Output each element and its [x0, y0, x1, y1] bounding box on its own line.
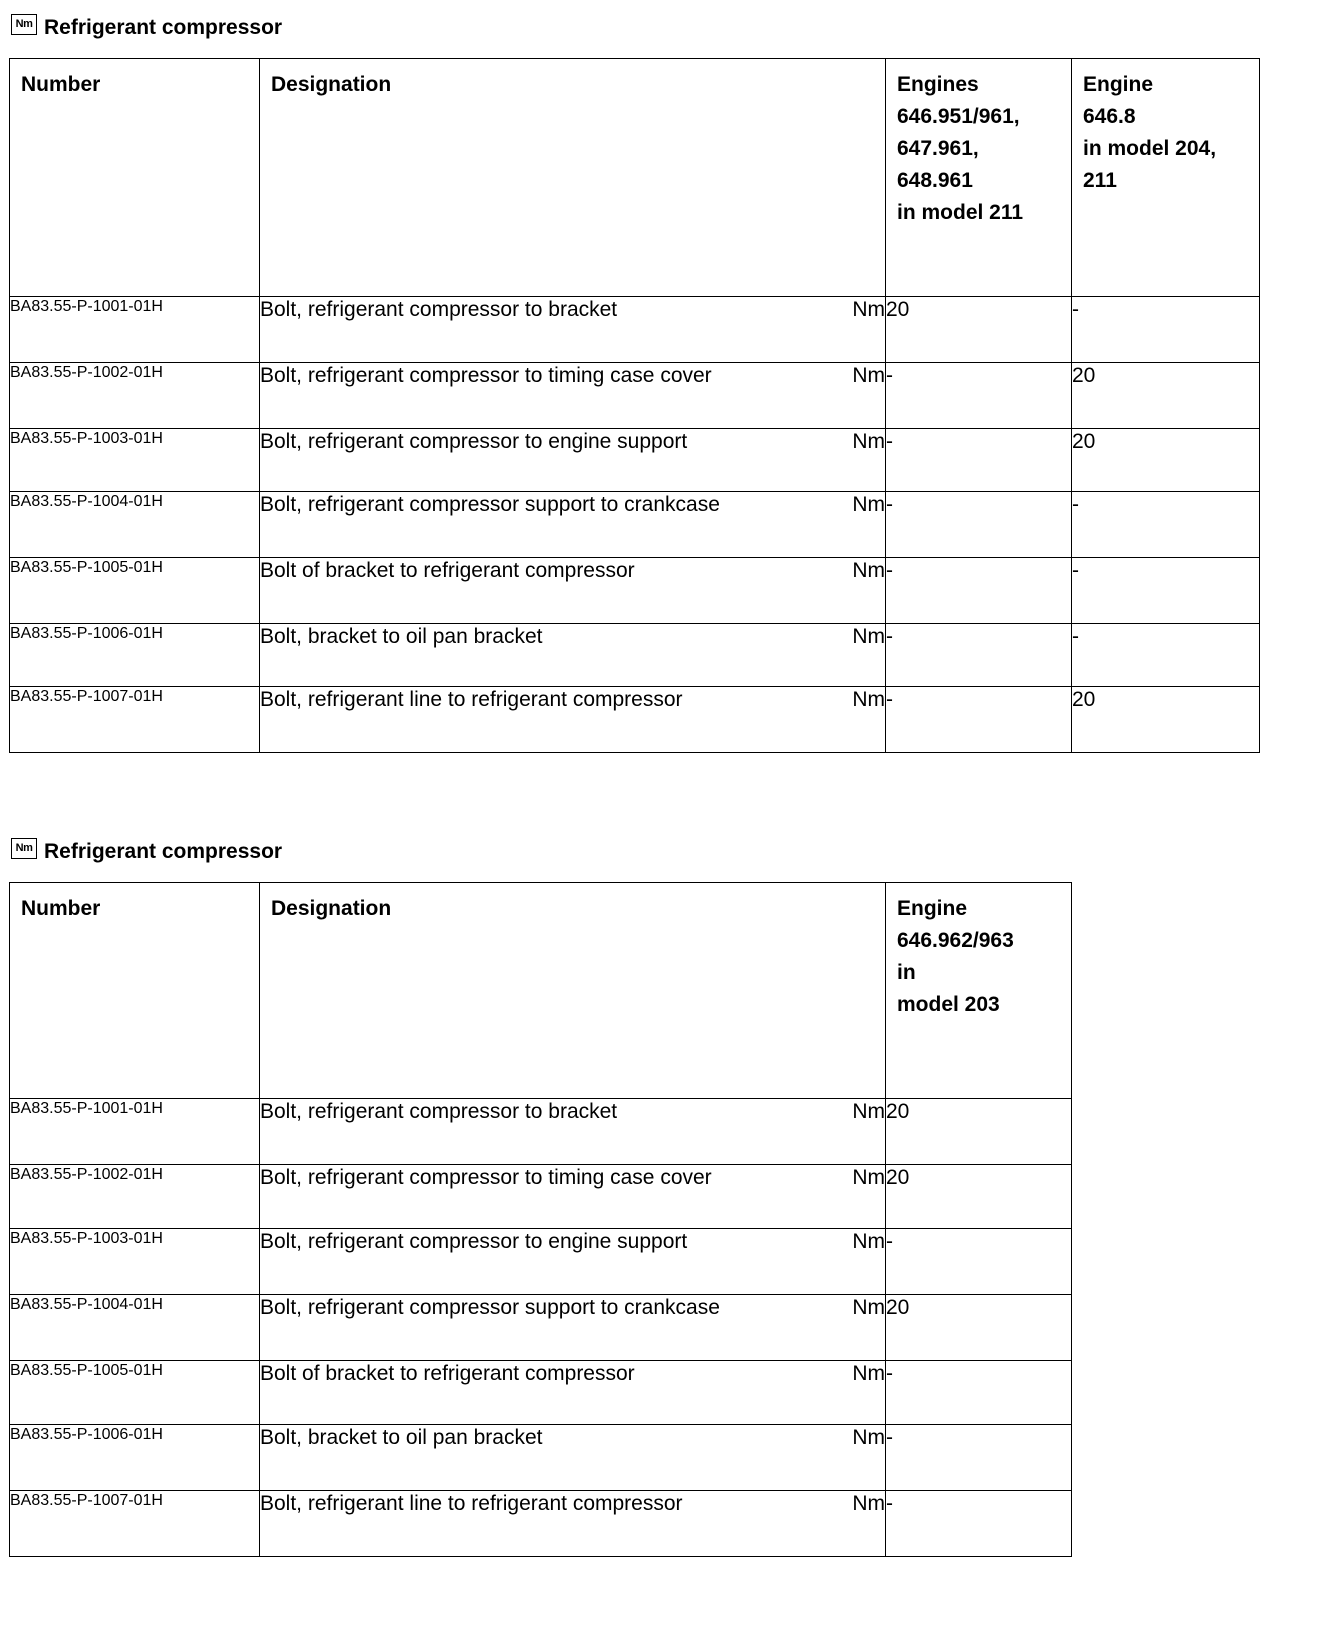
cell-value: - [886, 1491, 1072, 1557]
cell-designation [260, 492, 886, 558]
cell-designation [260, 624, 886, 687]
cell-value: 20 [886, 1099, 1072, 1165]
header-line: Engines [897, 73, 979, 96]
cell-number: BA83.55-P-1006-01H [10, 624, 260, 687]
section-1-title [11, 16, 282, 40]
cell-number: BA83.55-P-1004-01H [10, 1295, 260, 1361]
torque-table-2 [9, 882, 1072, 1557]
unit-label: Nm [852, 430, 885, 453]
header-line: Engine [897, 897, 968, 920]
table-row [10, 1229, 1072, 1295]
cell-number: BA83.55-P-1001-01H [10, 297, 260, 363]
header-line: in [897, 961, 916, 984]
header-line: 648.961 [897, 169, 973, 192]
table-row [10, 1361, 1072, 1425]
cell-value: - [886, 429, 1072, 492]
header-number: Number [10, 59, 260, 297]
cell-number: BA83.55-P-1002-01H [10, 363, 260, 429]
cell-value: - [886, 624, 1072, 687]
table-row [10, 1491, 1072, 1557]
designation-text: Bolt, refrigerant compressor to bracket [260, 298, 618, 321]
designation-text: Bolt, refrigerant line to refrigerant compressor [260, 688, 683, 711]
cell-designation [260, 297, 886, 363]
cell-number: BA83.55-P-1007-01H [10, 687, 260, 753]
header-designation: Designation [260, 883, 886, 1099]
unit-label: Nm [852, 1492, 885, 1515]
cell-designation [260, 1491, 886, 1557]
cell-value: - [1072, 492, 1260, 558]
table-row [10, 687, 1260, 753]
unit-label: Nm [852, 1100, 885, 1123]
designation-text: Bolt, refrigerant compressor to timing case cover [260, 1166, 712, 1189]
designation-text: Bolt, refrigerant compressor support to crankcase [260, 493, 720, 516]
cell-value: - [886, 1229, 1072, 1295]
torque-nm-icon: Nm [11, 838, 37, 859]
table-row [10, 558, 1260, 624]
cell-value: 20 [1072, 687, 1260, 753]
designation-text: Bolt, bracket to oil pan bracket [260, 625, 543, 648]
table-row [10, 624, 1260, 687]
cell-designation [260, 558, 886, 624]
table-header-row [10, 883, 1072, 1099]
header-line: 646.962/963 [897, 929, 1014, 952]
cell-designation [260, 429, 886, 492]
unit-label: Nm [852, 1166, 885, 1189]
cell-value: 20 [886, 1165, 1072, 1229]
cell-value: 20 [886, 1295, 1072, 1361]
header-line: 211 [1083, 169, 1117, 192]
designation-text: Bolt, bracket to oil pan bracket [260, 1426, 543, 1449]
cell-value: - [886, 1425, 1072, 1491]
header-engine-col [886, 883, 1072, 1099]
designation-text: Bolt, refrigerant compressor to timing case cover [260, 364, 712, 387]
table-row [10, 363, 1260, 429]
section-2-title [11, 840, 282, 864]
cell-number: BA83.55-P-1003-01H [10, 1229, 260, 1295]
unit-label: Nm [852, 493, 885, 516]
cell-number: BA83.55-P-1005-01H [10, 558, 260, 624]
section-title-text: Refrigerant compressor [44, 16, 283, 39]
cell-number: BA83.55-P-1003-01H [10, 429, 260, 492]
unit-label: Nm [852, 1362, 885, 1385]
table-row [10, 492, 1260, 558]
header-line: in model 204, [1083, 137, 1217, 160]
header-line: 647.961, [897, 137, 979, 160]
cell-value: 20 [1072, 363, 1260, 429]
designation-text: Bolt, refrigerant line to refrigerant compressor [260, 1492, 683, 1515]
table-row [10, 1165, 1072, 1229]
cell-designation [260, 1425, 886, 1491]
header-engine-col [886, 59, 1072, 297]
unit-label: Nm [852, 625, 885, 648]
cell-number: BA83.55-P-1007-01H [10, 1491, 260, 1557]
torque-nm-icon: Nm [11, 14, 37, 35]
cell-designation [260, 1165, 886, 1229]
cell-value: - [886, 1361, 1072, 1425]
header-line: model 203 [897, 993, 1000, 1016]
unit-label: Nm [852, 364, 885, 387]
header-line: 646.8 [1083, 105, 1136, 128]
cell-designation [260, 687, 886, 753]
torque-table-1 [9, 58, 1260, 753]
unit-label: Nm [852, 1230, 885, 1253]
table-row [10, 297, 1260, 363]
cell-designation [260, 1099, 886, 1165]
cell-designation [260, 363, 886, 429]
cell-number: BA83.55-P-1002-01H [10, 1165, 260, 1229]
table-row [10, 429, 1260, 492]
cell-value: 20 [1072, 429, 1260, 492]
cell-value: - [886, 492, 1072, 558]
cell-value: 20 [886, 297, 1072, 363]
cell-designation [260, 1295, 886, 1361]
unit-label: Nm [852, 298, 885, 321]
table-header-row [10, 59, 1260, 297]
cell-number: BA83.55-P-1006-01H [10, 1425, 260, 1491]
designation-text: Bolt, refrigerant compressor to bracket [260, 1100, 618, 1123]
cell-designation [260, 1361, 886, 1425]
unit-label: Nm [852, 559, 885, 582]
section-title-text: Refrigerant compressor [44, 840, 283, 863]
table-row [10, 1425, 1072, 1491]
cell-designation [260, 1229, 886, 1295]
cell-value: - [886, 687, 1072, 753]
cell-value: - [886, 558, 1072, 624]
table-row [10, 1295, 1072, 1361]
cell-number: BA83.55-P-1005-01H [10, 1361, 260, 1425]
header-line: in model 211 [897, 201, 1024, 224]
designation-text: Bolt, refrigerant compressor support to crankcase [260, 1296, 720, 1319]
unit-label: Nm [852, 1296, 885, 1319]
table-row [10, 1099, 1072, 1165]
cell-value: - [1072, 624, 1260, 687]
header-number: Number [10, 883, 260, 1099]
designation-text: Bolt of bracket to refrigerant compressor [260, 559, 635, 582]
designation-text: Bolt, refrigerant compressor to engine support [260, 430, 688, 453]
header-line: 646.951/961, [897, 105, 1020, 128]
designation-text: Bolt, refrigerant compressor to engine support [260, 1230, 688, 1253]
designation-text: Bolt of bracket to refrigerant compressor [260, 1362, 635, 1385]
cell-value: - [1072, 558, 1260, 624]
cell-number: BA83.55-P-1001-01H [10, 1099, 260, 1165]
header-engine-col [1072, 59, 1260, 297]
unit-label: Nm [852, 1426, 885, 1449]
header-line: Engine [1083, 73, 1154, 96]
cell-value: - [1072, 297, 1260, 363]
header-designation: Designation [260, 59, 886, 297]
cell-number: BA83.55-P-1004-01H [10, 492, 260, 558]
cell-value: - [886, 363, 1072, 429]
unit-label: Nm [852, 688, 885, 711]
